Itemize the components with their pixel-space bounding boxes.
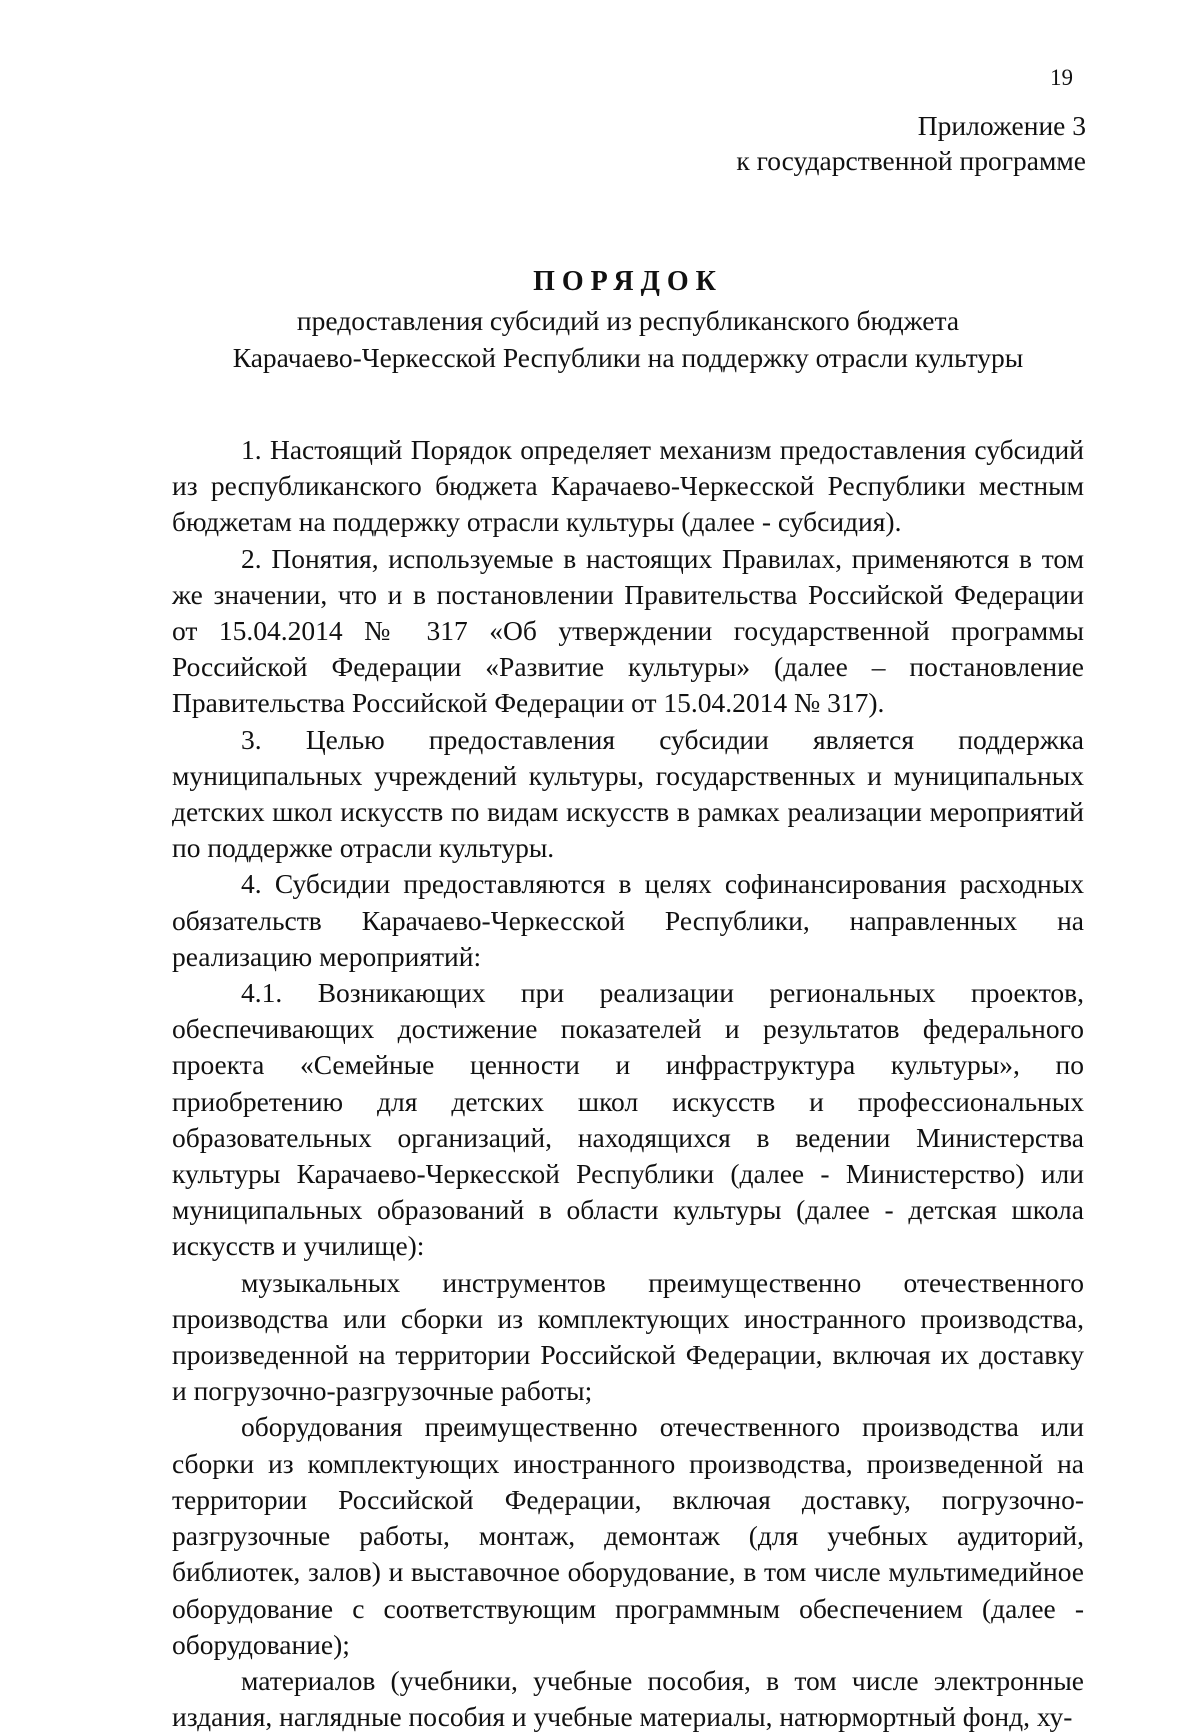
appendix-line-2: к государственной программе: [736, 145, 1086, 176]
appendix-header: [736, 108, 1086, 178]
list-item-materials: материалов (учебники, учебные пособия, в том числе электронные издания, наглядные пособия и учебные материалы, натюрмортный фонд, ху-: [172, 1664, 1084, 1733]
paragraph-3: 3. Целью предоставления субсидии является поддержка муниципальных учреждений культуры, государственных и муниципальных детских школ искусств по видам искусств в рамках реализации мероприятий по поддержке отрасли культуры.: [172, 723, 1084, 864]
paragraph-4-1: 4.1. Возникающих при реализации региональных проектов, обеспечивающих достижение показателей и результатов федерального проекта «Семейные ценности и инфраструктура культуры», по приобретению для детских школ искусств и профессиональных образовательных организаций, находящихся в ведении Министерства культуры Карачаево-Черкесской Республики (далее - Министерство) или муниципальных образований в области культуры (далее - детская школа искусств и училище):: [172, 977, 1084, 1262]
list-item-equipment: оборудования преимущественно отечественного производства или сборки из комплектующих иностранного производства, произведенной на территории Российской Федерации, включая доставку, погрузочно-разгрузочные работы, монтаж, демонтаж (для учебных аудиторий, библиотек, залов) и выставочное оборудование, в том числе мультимедийное оборудование с соответствующим программным обеспечением (далее - оборудование);: [172, 1411, 1084, 1660]
paragraph-4: 4. Субсидии предоставляются в целях софинансирования расходных обязательств Карачаево-Черкесской Республики, направленных на реализацию мероприятий:: [172, 868, 1084, 972]
paragraph-1: 1. Настоящий Порядок определяет механизм предоставления субсидий из республиканского бюджета Карачаево-Черкесской Республики местным бюджетам на поддержку отрасли культуры (далее - субсидия).: [172, 434, 1084, 538]
document-subtitle-line-1: предоставления субсидий из республиканского бюджета: [296, 305, 960, 336]
paragraph-2: 2. Понятия, используемые в настоящих Правилах, применяются в том же значении, что и в постановлении Правительства Российской Федерации от 15.04.2014 № 317 «Об утверждении государственной программы Российской Федерации «Развитие культуры» (далее – постановление Правительства Российской Федерации от 15.04.2014 № 317).: [172, 542, 1084, 719]
list-item-instruments: музыкальных инструментов преимущественно отечественного производства или сборки из комплектующих иностранного производства, произведенной на территории Российской Федерации, включая их доставку и погрузочно-разгрузочные работы;: [172, 1266, 1084, 1407]
document-subtitle-line-2: Карачаево-Черкесской Республики на поддержку отрасли культуры: [232, 342, 1024, 373]
document-title: ПОРЯДОК: [533, 266, 723, 297]
appendix-line-1: Приложение 3: [917, 110, 1086, 141]
document-title-block: [172, 262, 1084, 376]
page-number: 19: [1050, 65, 1073, 90]
document-body: [172, 432, 1084, 1735]
